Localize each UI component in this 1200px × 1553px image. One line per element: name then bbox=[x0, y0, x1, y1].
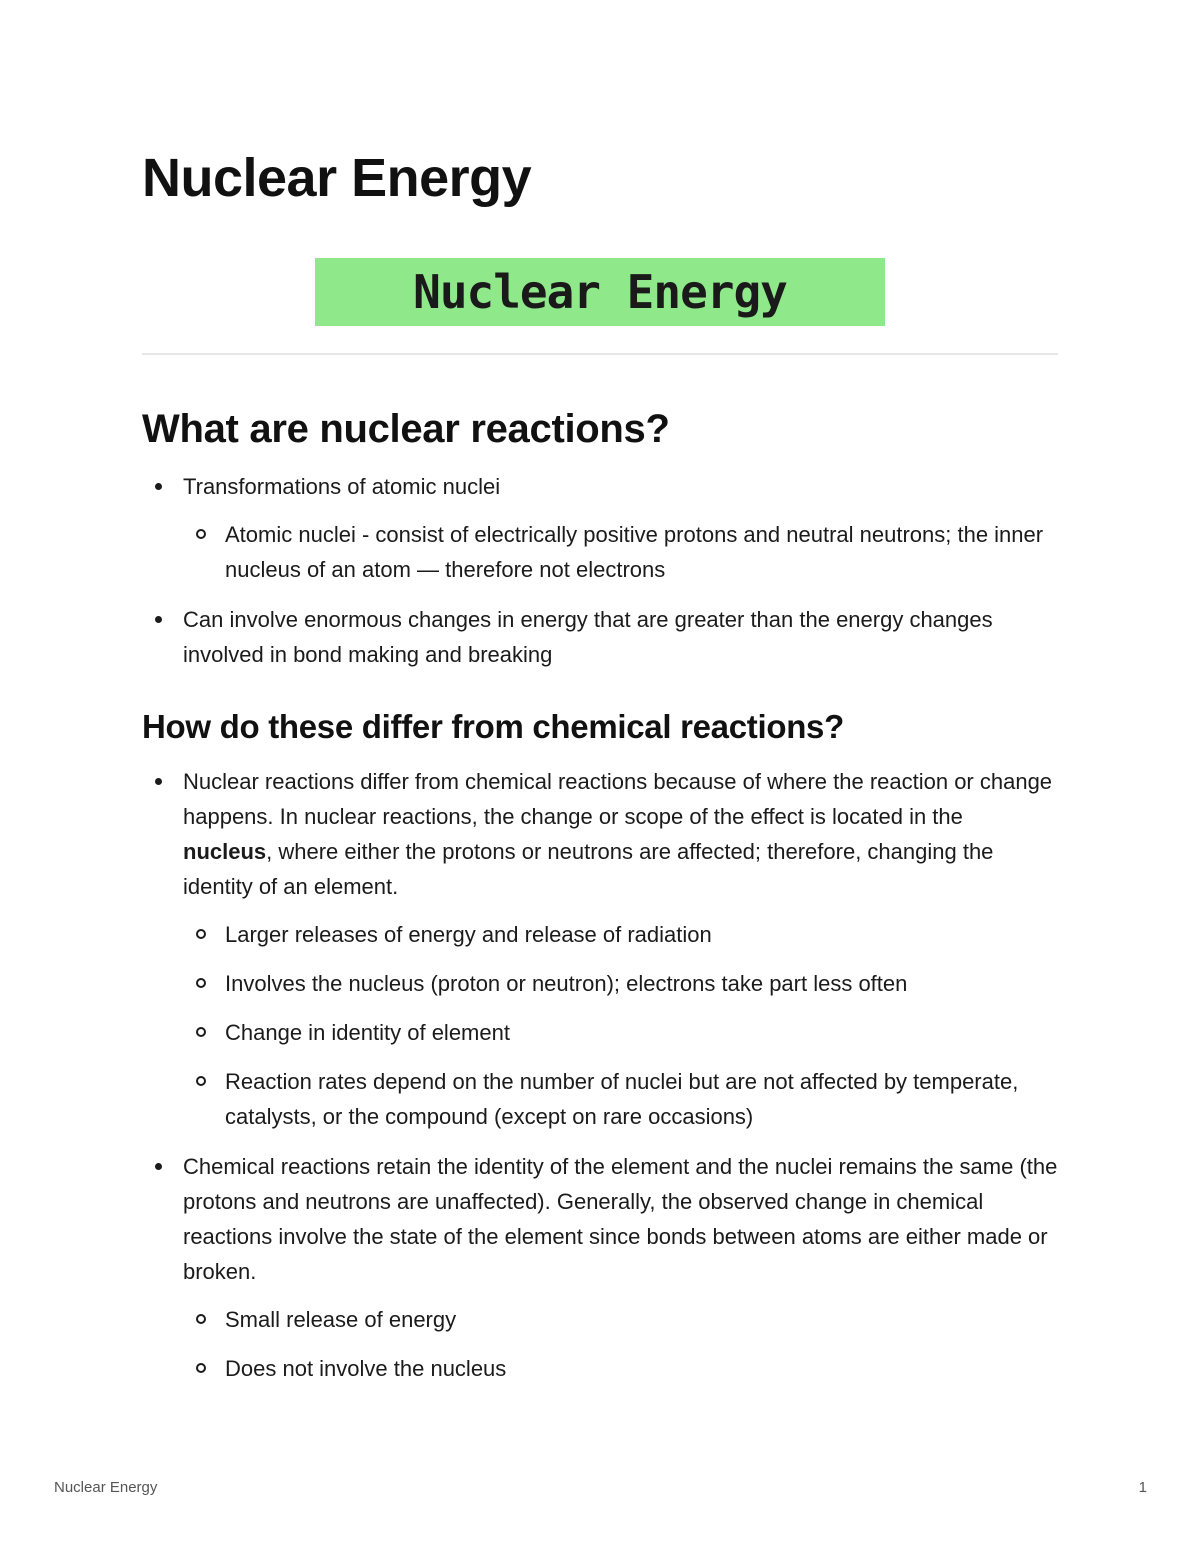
sub-list-item bbox=[183, 917, 1058, 952]
bullet-icon bbox=[155, 483, 162, 490]
sub-list-item-text: Reaction rates depend on the number of nuclei but are not affected by temperate, catalysts, or the compound (except on rare occasions) bbox=[225, 1069, 1019, 1129]
hollow-bullet-icon bbox=[196, 978, 206, 988]
bullet-icon bbox=[155, 616, 162, 623]
bullet-list-nuclear-reactions bbox=[142, 469, 1058, 687]
sub-list bbox=[183, 917, 1058, 1134]
list-item bbox=[142, 469, 1058, 587]
hollow-bullet-icon bbox=[196, 1363, 206, 1373]
sub-list-item-text: Does not involve the nucleus bbox=[225, 1356, 507, 1381]
list-item-text: Can involve enormous changes in energy that are greater than the energy changes involved in bond making and breaking bbox=[183, 607, 993, 667]
list-item-text: Transformations of atomic nuclei bbox=[183, 474, 501, 499]
document-title: Nuclear Energy bbox=[142, 148, 532, 208]
sub-list-item-text: Involves the nucleus (proton or neutron); electrons take part less often bbox=[225, 971, 908, 996]
divider bbox=[142, 353, 1058, 355]
hollow-bullet-icon bbox=[196, 929, 206, 939]
sub-list-item bbox=[183, 1302, 1058, 1337]
hollow-bullet-icon bbox=[196, 529, 206, 539]
list-item-text-before: Nuclear reactions differ from chemical reactions because of where the reaction or change happens. In nuclear reactions, the change or scope of the effect is located in the bbox=[183, 769, 1053, 829]
sub-list-item-text: Atomic nuclei - consist of electrically positive protons and neutral neutrons; the inner nucleus of an atom — therefore not electrons bbox=[225, 522, 1044, 582]
list-item-text-after: , where either the protons or neutrons are affected; therefore, changing the identity of an element. bbox=[183, 839, 994, 899]
page-number: 1 bbox=[1138, 1479, 1147, 1496]
sub-list-item bbox=[183, 1064, 1058, 1134]
list-item bbox=[142, 1149, 1058, 1386]
sub-list bbox=[183, 517, 1058, 587]
sub-list-item bbox=[183, 966, 1058, 1001]
list-item-text: Chemical reactions retain the identity of the element and the nuclei remains the same (the protons and neutrons are unaffected). Generally, the observed change in chemical reactions involve the state of the element since bonds between atoms are either made or broken. bbox=[183, 1154, 1058, 1284]
section-heading-differences: How do these differ from chemical reactions? bbox=[142, 708, 844, 745]
list-item-text-bold: nucleus bbox=[183, 839, 267, 864]
footer-title: Nuclear Energy bbox=[54, 1479, 158, 1496]
bullet-icon bbox=[155, 778, 162, 785]
sub-list bbox=[183, 1302, 1058, 1386]
sub-list-item bbox=[183, 1015, 1058, 1050]
bullet-list-differences bbox=[142, 764, 1058, 1401]
list-item bbox=[142, 764, 1058, 1134]
hollow-bullet-icon bbox=[196, 1314, 206, 1324]
sub-list-item-text: Larger releases of energy and release of radiation bbox=[225, 922, 712, 947]
section-heading-nuclear-reactions: What are nuclear reactions? bbox=[142, 407, 670, 451]
bullet-icon bbox=[155, 1163, 162, 1170]
title-banner bbox=[315, 258, 885, 326]
list-item bbox=[142, 602, 1058, 672]
hollow-bullet-icon bbox=[196, 1076, 206, 1086]
sub-list-item-text: Small release of energy bbox=[225, 1307, 457, 1332]
banner-text: Nuclear Energy bbox=[413, 265, 787, 319]
sub-list-item bbox=[183, 517, 1058, 587]
sub-list-item-text: Change in identity of element bbox=[225, 1020, 510, 1045]
hollow-bullet-icon bbox=[196, 1027, 206, 1037]
sub-list-item bbox=[183, 1351, 1058, 1386]
